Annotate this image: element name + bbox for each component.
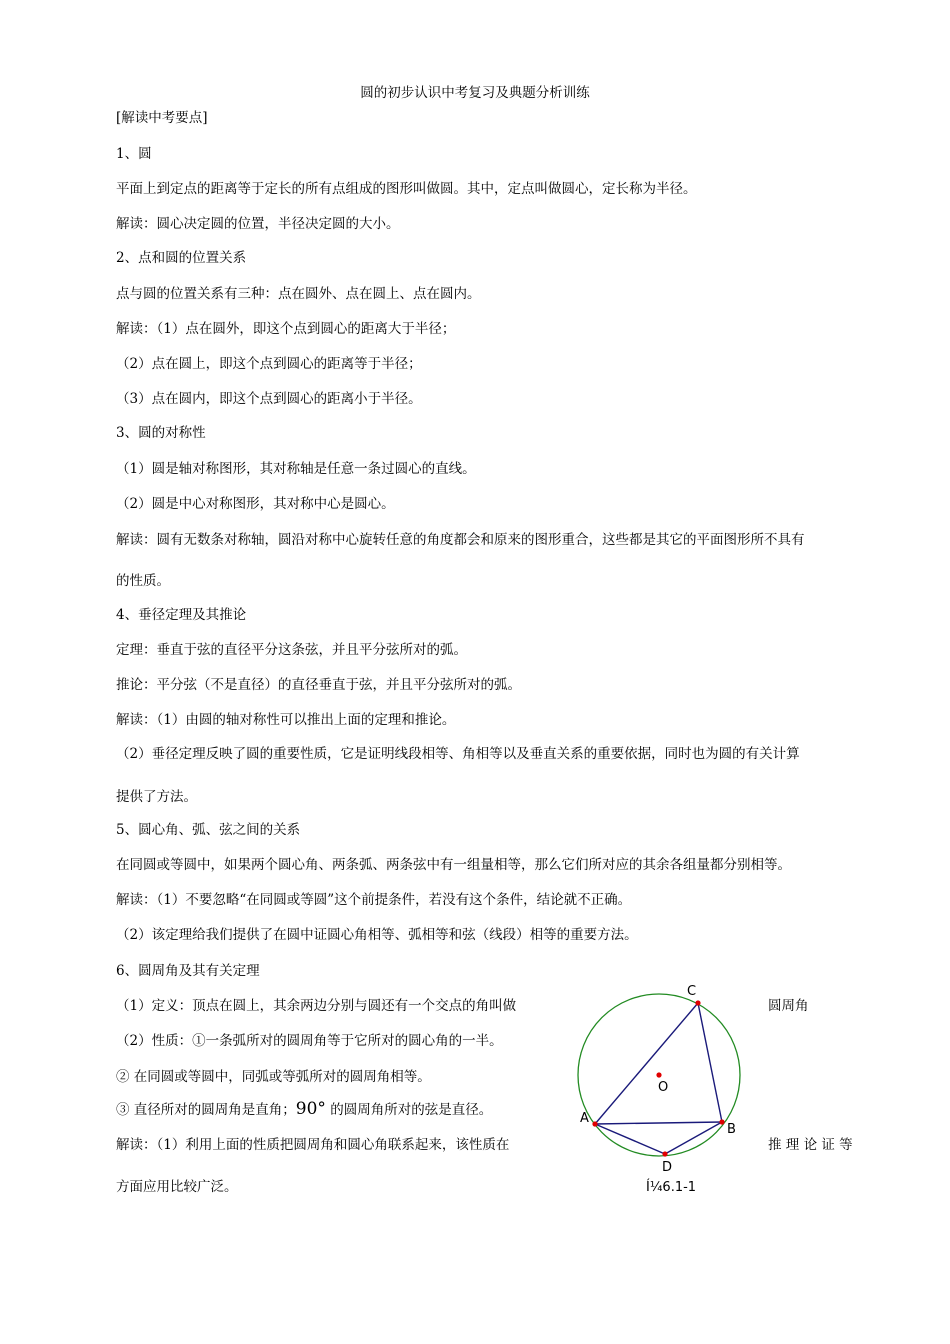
label-c: C (687, 984, 697, 999)
paragraph: ② 在同圆或等圆中，同弧或等弧所对的圆周角相等。 (116, 1069, 431, 1085)
label-o: O (658, 1080, 669, 1095)
text-segment: ③ 直径所对的圆周角是直角； (116, 1102, 296, 1118)
chord-ab (595, 1122, 722, 1124)
section-heading: [解读中考要点] (116, 110, 208, 126)
text-segment: 的圆周角所对的弦是直径。 (325, 1102, 493, 1118)
point-o (656, 1072, 661, 1077)
paragraph-diameter (116, 1100, 492, 1119)
paragraph: 方面应用比较广泛。 (116, 1179, 238, 1195)
paragraph: （2）性质：①一条弧所对的圆周角等于它所对的圆心角的一半。 (116, 1033, 503, 1049)
paragraph: 的性质。 (116, 573, 170, 589)
page-title: 圆的初步认识中考复习及典题分析训练 (360, 85, 590, 101)
paragraph: （1）圆是轴对称图形，其对称轴是任意一条过圆心的直线。 (116, 461, 476, 477)
paragraph: （3）点在圆内，即这个点到圆心的距离小于半径。 (116, 391, 422, 407)
label-a: A (580, 1111, 589, 1126)
paragraph: 定理：垂直于弦的直径平分这条弦，并且平分弦所对的弧。 (116, 642, 467, 658)
paragraph: （1）定义：顶点在圆上，其余两边分别与圆还有一个交点的角叫做 (116, 998, 517, 1014)
chord-ad (595, 1124, 665, 1154)
heading-circle: 1、圆 (116, 146, 152, 162)
paragraph: 解读：（1）点在圆外，即这个点到圆心的距离大于半径； (116, 321, 456, 337)
label-d: D (662, 1160, 673, 1175)
paragraph: 解读：（1）不要忽略“在同圆或等圆”这个前提条件，若没有这个条件，结论就不正确。 (116, 892, 632, 908)
point-a (592, 1121, 597, 1126)
paragraph: （2）垂径定理反映了圆的重要性质，它是证明线段相等、角相等以及垂直关系的重要依据，同时也为圆的有关计算 (116, 746, 800, 762)
paragraph: （2）点在圆上，即这个点到圆心的距离等于半径； (116, 356, 422, 372)
chord-db (665, 1122, 722, 1154)
heading-point-circle: 2、点和圆的位置关系 (116, 250, 247, 266)
paragraph: （2）该定理给我们提供了在圆中证圆心角相等、弧相等和弦（线段）相等的重要方法。 (116, 927, 638, 943)
paragraph: 解读：（1）利用上面的性质把圆周角和圆心角联系起来，该性质在 (116, 1137, 510, 1153)
point-c (695, 1000, 700, 1005)
heading-perpendicular-diameter: 4、垂径定理及其推论 (116, 607, 247, 623)
point-b (719, 1119, 724, 1124)
heading-inscribed-angle: 6、圆周角及其有关定理 (116, 963, 260, 979)
paragraph: 点与圆的位置关系有三种：点在圆外、点在圆上、点在圆内。 (116, 286, 481, 302)
circle-figure (560, 975, 760, 1200)
heading-symmetry: 3、圆的对称性 (116, 425, 206, 441)
paragraph: 解读：（1）由圆的轴对称性可以推出上面的定理和推论。 (116, 712, 456, 728)
heading-central-angle: 5、圆心角、弧、弦之间的关系 (116, 822, 301, 838)
label-b: B (727, 1122, 736, 1137)
paragraph: 解读：圆心决定圆的位置，半径决定圆的大小。 (116, 216, 400, 232)
paragraph: 推论：平分弦（不是直径）的直径垂直于弦，并且平分弦所对的弧。 (116, 677, 521, 693)
paragraph: 提供了方法。 (116, 789, 197, 805)
paragraph: 平面上到定点的距离等于定长的所有点组成的图形叫做圆。其中，定点叫做圆心，定长称为半径。 (116, 181, 697, 197)
paragraph: （2）圆是中心对称图形，其对称中心是圆心。 (116, 496, 395, 512)
paragraph-continuation: 圆周角 (768, 998, 809, 1014)
point-d (662, 1151, 667, 1156)
paragraph: 解读：圆有无数条对称轴，圆沿对称中心旋转任意的角度都会和原来的图形重合，这些都是其它的平面图形所不具有 (116, 532, 805, 548)
paragraph: 在同圆或等圆中，如果两个圆心角、两条弧、两条弦中有一组量相等，那么它们所对应的其余各组量都分别相等。 (116, 857, 791, 873)
paragraph-continuation: 推 理 论 证 等 (768, 1137, 853, 1153)
figure-caption: Í¼6.1-1 (646, 1180, 697, 1195)
angle-value: 90° (295, 1099, 326, 1119)
chord-ac (595, 1003, 698, 1124)
